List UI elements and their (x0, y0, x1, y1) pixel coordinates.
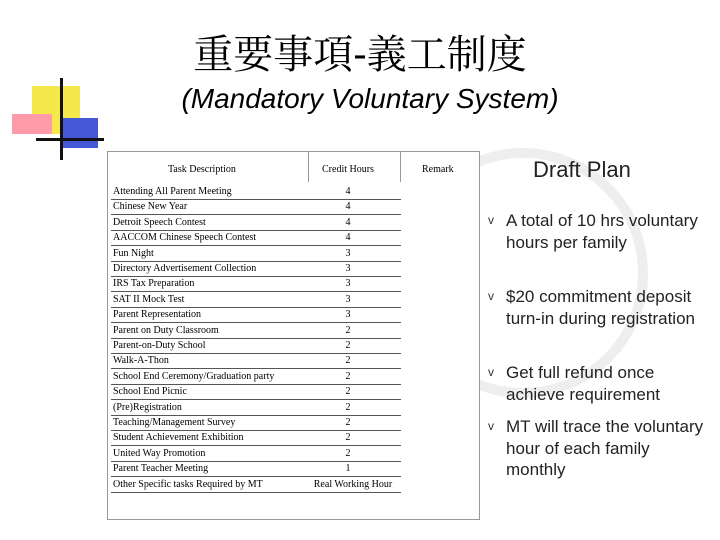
credit-hours: 2 (345, 340, 351, 351)
task-description: Chinese New Year (113, 201, 188, 213)
draft-plan-heading: Draft Plan (533, 157, 631, 182)
page-title-english: (Mandatory Voluntary System) (181, 83, 559, 114)
table-row (108, 307, 479, 322)
table-row (108, 215, 479, 230)
credit-hours: 2 (345, 355, 351, 367)
table-row (108, 430, 479, 445)
bullet-marker-icon: v (488, 419, 494, 433)
table-row (108, 353, 479, 368)
table-row (108, 477, 479, 492)
credit-hours: 3 (345, 293, 351, 305)
table-row (108, 230, 479, 245)
table-row (108, 338, 479, 353)
logo-blue-square (62, 118, 98, 148)
bullet-text: A total of 10 hrs voluntary hours per family (506, 211, 698, 252)
task-description: AACCOM Chinese Speech Contest (113, 232, 257, 244)
table-row (108, 292, 479, 307)
table-row (108, 415, 479, 430)
task-description: Teaching/Management Survey (113, 417, 236, 428)
credit-hours: 2 (345, 417, 351, 428)
task-description: School End Picnic (113, 386, 187, 398)
task-description: Detroit Speech Contest (113, 216, 206, 228)
header-task-description: Task Description (168, 164, 236, 175)
task-description: Other Specific tasks Required by MT (113, 478, 263, 490)
task-description: Directory Advertisement Collection (113, 263, 257, 274)
table-row (108, 323, 479, 338)
header-credit-hours: Credit Hours (322, 164, 374, 175)
credit-hours: 1 (345, 463, 351, 475)
header-remark: Remark (422, 164, 454, 175)
credit-hours: 4 (345, 186, 351, 197)
task-description: Walk-A-Thon (113, 355, 169, 367)
table-row (108, 276, 479, 291)
task-description: Parent Representation (113, 309, 202, 321)
credit-hours: 4 (345, 216, 351, 228)
credit-hours: 2 (345, 432, 351, 444)
task-description: Attending All Parent Meeting (113, 186, 232, 197)
volunteer-task-table (107, 151, 480, 520)
credit-hours: 2 (345, 386, 351, 398)
table-row (108, 384, 479, 399)
credit-hours: 4 (345, 232, 351, 244)
credit-hours: 2 (345, 401, 351, 413)
table-row (108, 184, 479, 199)
bullet-text: MT will trace the voluntary hour of each family monthly (506, 417, 704, 479)
bullet-text: Get full refund once achieve requirement (506, 363, 661, 404)
table-row (108, 199, 479, 214)
bullet-marker-icon: v (488, 289, 494, 303)
table-header (108, 152, 479, 182)
task-description: Parent on Duty Classroom (113, 324, 219, 336)
task-description: Parent Teacher Meeting (113, 463, 209, 475)
task-description: Parent-on-Duty School (113, 340, 206, 351)
bullet-marker-icon: v (488, 365, 494, 379)
logo-red-square (12, 114, 52, 134)
credit-hours: 3 (345, 278, 351, 290)
credit-hours: 2 (345, 370, 351, 382)
logo-horizontal-line (36, 138, 104, 141)
credit-hours: 3 (345, 247, 351, 259)
table-row (108, 461, 479, 476)
credit-hours: 4 (345, 201, 351, 213)
task-description: School End Ceremony/Graduation party (113, 370, 275, 382)
logo-vertical-line (60, 78, 63, 160)
credit-hours: 2 (345, 324, 351, 336)
page-title-chinese: 重要事項-義工制度 (193, 32, 527, 78)
table-row (108, 400, 479, 415)
table-row (108, 246, 479, 261)
header-divider (400, 152, 401, 182)
bullet-marker-icon: v (488, 213, 494, 227)
bullet-text: $20 commitment deposit turn-in during registration (506, 287, 695, 328)
table-row (108, 446, 479, 461)
credit-hours: 2 (345, 447, 351, 459)
task-description: United Way Promotion (113, 447, 206, 459)
task-description: (Pre)Registration (113, 401, 182, 413)
table-row (108, 261, 479, 276)
credit-hours: 3 (345, 263, 351, 274)
task-description: Fun Night (113, 247, 154, 259)
table-row (108, 369, 479, 384)
header-divider (308, 152, 309, 182)
task-description: SAT II Mock Test (113, 293, 185, 305)
row-divider (111, 492, 401, 493)
credit-hours: 3 (345, 309, 351, 321)
task-description: IRS Tax Preparation (113, 278, 195, 290)
credit-hours: Real Working Hour (313, 478, 393, 490)
task-description: Student Achievement Exhibition (113, 432, 244, 444)
